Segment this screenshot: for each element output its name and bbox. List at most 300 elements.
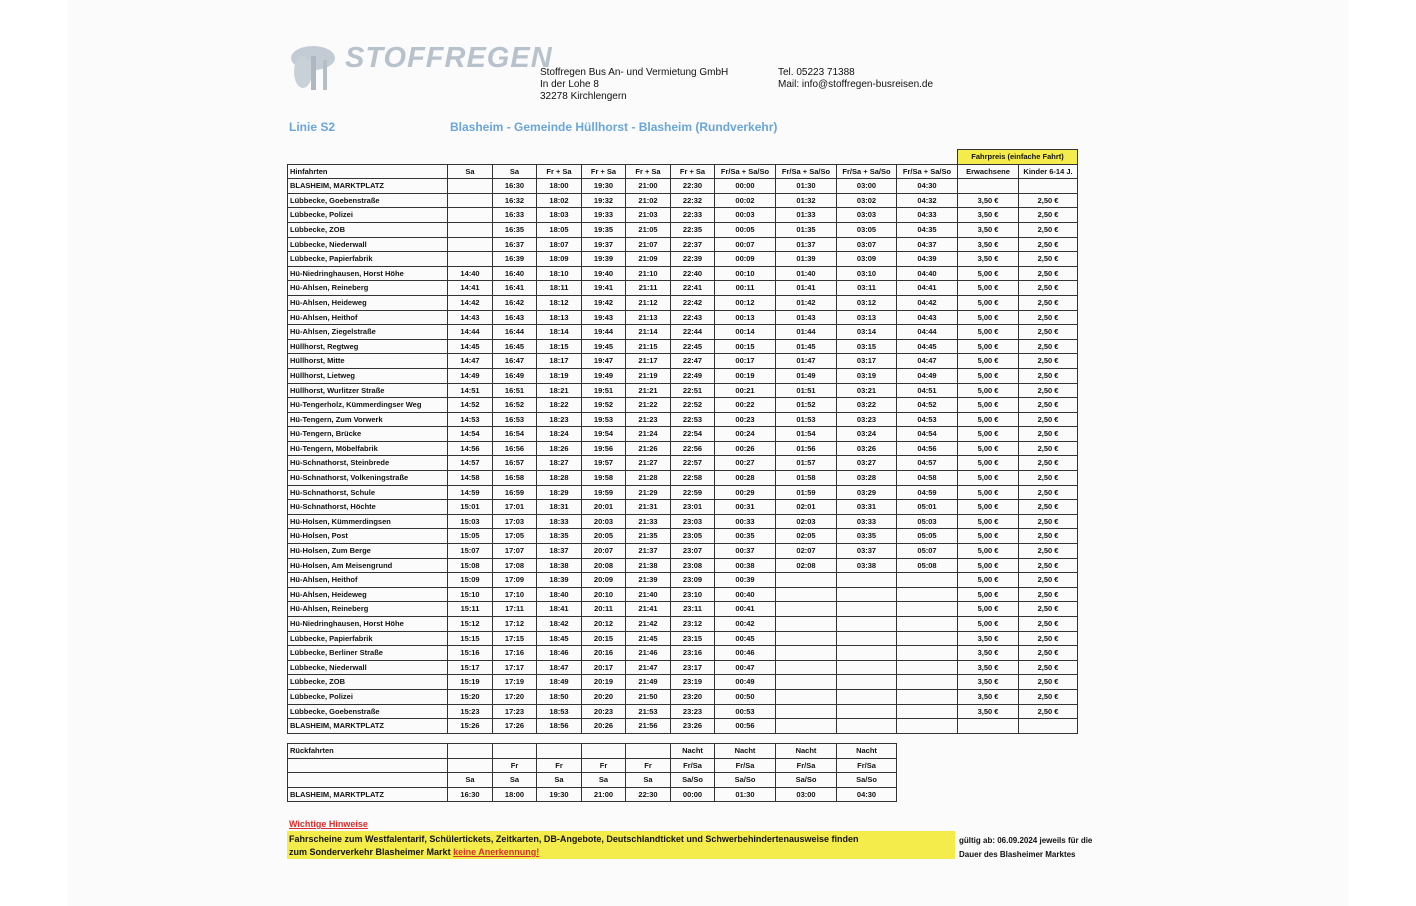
- table-cell: 19:56: [582, 441, 626, 456]
- stop-name: Hü-Niedringhausen, Horst Höhe: [288, 617, 448, 632]
- table-cell: [448, 222, 493, 237]
- column-header: Sa: [626, 773, 671, 788]
- table-cell: 16:43: [493, 310, 537, 325]
- table-cell: 17:15: [493, 631, 537, 646]
- table-cell: 23:16: [671, 646, 715, 661]
- stop-name: Lübbecke, Niederwall: [288, 237, 448, 252]
- table-cell: 18:33: [537, 514, 582, 529]
- table-row: [288, 719, 1078, 734]
- table-cell: 2,50 €: [1019, 558, 1078, 573]
- table-cell: 16:45: [493, 339, 537, 354]
- table-cell: 16:30: [448, 787, 493, 802]
- table-cell: 00:42: [715, 617, 776, 632]
- table-cell: 15:08: [448, 558, 493, 573]
- table-cell: 18:38: [537, 558, 582, 573]
- table-cell: 21:00: [626, 179, 671, 194]
- address-line: 32278 Kirchlengern: [540, 91, 627, 102]
- blank-cell: [493, 150, 537, 165]
- table-cell: 18:03: [537, 208, 582, 223]
- table-cell: 05:08: [897, 558, 958, 573]
- table-cell: 23:09: [671, 573, 715, 588]
- table-cell: 21:02: [626, 193, 671, 208]
- table-cell: 04:53: [897, 412, 958, 427]
- table-cell: 00:47: [715, 660, 776, 675]
- table-cell: 2,50 €: [1019, 514, 1078, 529]
- table-cell: 19:45: [582, 339, 626, 354]
- table-cell: 16:42: [493, 295, 537, 310]
- table-cell: [897, 689, 958, 704]
- table-cell: 01:35: [776, 222, 837, 237]
- stop-name: Lübbecke, ZOB: [288, 675, 448, 690]
- stop-name: Hü-Ahlsen, Reineberg: [288, 602, 448, 617]
- table-cell: 3,50 €: [958, 675, 1019, 690]
- table-cell: [837, 587, 897, 602]
- table-cell: 5,00 €: [958, 427, 1019, 442]
- table-cell: 04:45: [897, 339, 958, 354]
- table-cell: 19:53: [582, 412, 626, 427]
- table-cell: 2,50 €: [1019, 252, 1078, 267]
- table-cell: 2,50 €: [1019, 602, 1078, 617]
- table-cell: 16:41: [493, 281, 537, 296]
- table-cell: 00:00: [715, 179, 776, 194]
- table-cell: 20:19: [582, 675, 626, 690]
- column-header: Sa/So: [837, 773, 897, 788]
- stop-name: Hüllhorst, Lietweg: [288, 368, 448, 383]
- table-row: [288, 179, 1078, 194]
- table-cell: [837, 573, 897, 588]
- return-header-row: [288, 773, 897, 788]
- blank-cell: [897, 150, 958, 165]
- table-cell: [776, 631, 837, 646]
- validity-line-2: Dauer des Blasheimer Marktes: [959, 850, 1076, 859]
- table-cell: [776, 617, 837, 632]
- table-cell: 01:37: [776, 237, 837, 252]
- table-cell: 5,00 €: [958, 398, 1019, 413]
- table-cell: 23:07: [671, 544, 715, 559]
- table-row: [288, 295, 1078, 310]
- table-cell: 21:56: [626, 719, 671, 734]
- table-cell: 21:14: [626, 325, 671, 340]
- table-cell: 18:47: [537, 660, 582, 675]
- table-cell: 23:12: [671, 617, 715, 632]
- table-cell: 18:26: [537, 441, 582, 456]
- column-header: Hinfahrten: [288, 164, 448, 179]
- table-cell: 01:41: [776, 281, 837, 296]
- table-cell: 5,00 €: [958, 354, 1019, 369]
- table-cell: 00:56: [715, 719, 776, 734]
- table-cell: 15:05: [448, 529, 493, 544]
- table-cell: 04:41: [897, 281, 958, 296]
- table-row: [288, 193, 1078, 208]
- stop-name: Hüllhorst, Mitte: [288, 354, 448, 369]
- table-cell: 21:39: [626, 573, 671, 588]
- table-cell: 18:21: [537, 383, 582, 398]
- table-cell: 21:50: [626, 689, 671, 704]
- company-contact: [778, 67, 933, 91]
- table-cell: 16:30: [493, 179, 537, 194]
- column-header: Nacht: [715, 744, 776, 759]
- table-cell: 18:39: [537, 573, 582, 588]
- table-cell: 05:07: [897, 544, 958, 559]
- table-cell: 01:33: [776, 208, 837, 223]
- table-cell: 14:58: [448, 471, 493, 486]
- table-cell: 15:10: [448, 587, 493, 602]
- table-cell: 2,50 €: [1019, 427, 1078, 442]
- stop-name: Hü-Holsen, Post: [288, 529, 448, 544]
- table-cell: 01:52: [776, 398, 837, 413]
- table-cell: [837, 704, 897, 719]
- blank-cell: [448, 150, 493, 165]
- table-cell: [837, 719, 897, 734]
- table-cell: 00:29: [715, 485, 776, 500]
- table-row: [288, 441, 1078, 456]
- table-cell: [897, 719, 958, 734]
- table-cell: 16:35: [493, 222, 537, 237]
- table-cell: 23:08: [671, 558, 715, 573]
- table-cell: 22:47: [671, 354, 715, 369]
- stop-name: Lübbecke, Niederwall: [288, 660, 448, 675]
- table-cell: 15:19: [448, 675, 493, 690]
- table-cell: 00:09: [715, 252, 776, 267]
- table-cell: [776, 587, 837, 602]
- stop-name: Hü-Schnathorst, Volkeningstraße: [288, 471, 448, 486]
- table-cell: 04:35: [897, 222, 958, 237]
- table-cell: 00:12: [715, 295, 776, 310]
- table-cell: 5,00 €: [958, 471, 1019, 486]
- table-cell: 21:07: [626, 237, 671, 252]
- table-cell: 15:20: [448, 689, 493, 704]
- stop-name: Hü-Ahlsen, Heithof: [288, 573, 448, 588]
- table-cell: 5,00 €: [958, 368, 1019, 383]
- table-cell: 17:03: [493, 514, 537, 529]
- table-cell: 5,00 €: [958, 339, 1019, 354]
- table-cell: 3,50 €: [958, 689, 1019, 704]
- table-cell: 02:03: [776, 514, 837, 529]
- table-cell: 18:07: [537, 237, 582, 252]
- table-cell: 18:23: [537, 412, 582, 427]
- table-cell: [776, 719, 837, 734]
- table-cell: 16:40: [493, 266, 537, 281]
- table-cell: 5,00 €: [958, 602, 1019, 617]
- stop-name: Hü-Tengern, Möbelfabrik: [288, 441, 448, 456]
- table-row: [288, 266, 1078, 281]
- column-header: Fr/Sa: [837, 758, 897, 773]
- table-cell: 5,00 €: [958, 544, 1019, 559]
- table-cell: 3,50 €: [958, 646, 1019, 661]
- table-row: [288, 544, 1078, 559]
- table-cell: [837, 675, 897, 690]
- table-cell: 00:10: [715, 266, 776, 281]
- table-cell: 22:56: [671, 441, 715, 456]
- table-cell: 2,50 €: [1019, 544, 1078, 559]
- stop-name: Lübbecke, Goebenstraße: [288, 193, 448, 208]
- table-cell: 22:35: [671, 222, 715, 237]
- address-line: In der Lohe 8: [540, 79, 599, 90]
- stop-name: Hü-Schnathorst, Höchte: [288, 500, 448, 515]
- table-cell: 15:07: [448, 544, 493, 559]
- table-row: [288, 529, 1078, 544]
- table-cell: 22:32: [671, 193, 715, 208]
- table-cell: [776, 646, 837, 661]
- table-cell: 21:12: [626, 295, 671, 310]
- table-cell: 03:00: [837, 179, 897, 194]
- table-cell: 5,00 €: [958, 456, 1019, 471]
- column-header: Nacht: [837, 744, 897, 759]
- table-cell: 16:33: [493, 208, 537, 223]
- no-recognition-text: keine Anerkennung!: [453, 847, 540, 857]
- table-cell: 01:45: [776, 339, 837, 354]
- table-cell: 2,50 €: [1019, 617, 1078, 632]
- table-cell: 19:32: [582, 193, 626, 208]
- stop-name: Hüllhorst, Wurlitzer Straße: [288, 383, 448, 398]
- table-cell: [448, 179, 493, 194]
- table-cell: 03:33: [837, 514, 897, 529]
- table-cell: 03:28: [837, 471, 897, 486]
- table-cell: 23:11: [671, 602, 715, 617]
- table-cell: 18:15: [537, 339, 582, 354]
- table-cell: 2,50 €: [1019, 660, 1078, 675]
- table-cell: 03:07: [837, 237, 897, 252]
- column-header: Sa: [582, 773, 626, 788]
- table-cell: 23:17: [671, 660, 715, 675]
- stop-name: BLASHEIM, MARKTPLATZ: [288, 719, 448, 734]
- table-cell: 5,00 €: [958, 514, 1019, 529]
- email: Mail: info@stoffregen-busreisen.de: [778, 79, 934, 90]
- table-cell: 00:15: [715, 339, 776, 354]
- stop-name: Hü-Holsen, Kümmerdingsen: [288, 514, 448, 529]
- table-cell: [958, 719, 1019, 734]
- blank-cell: [537, 150, 582, 165]
- line-number: Linie S2: [289, 120, 336, 134]
- table-cell: 2,50 €: [1019, 339, 1078, 354]
- table-cell: 5,00 €: [958, 295, 1019, 310]
- table-cell: 00:39: [715, 573, 776, 588]
- table-cell: [897, 587, 958, 602]
- column-header: [626, 744, 671, 759]
- table-cell: 00:41: [715, 602, 776, 617]
- table-cell: 19:35: [582, 222, 626, 237]
- table-cell: 18:28: [537, 471, 582, 486]
- table-row: [288, 689, 1078, 704]
- table-cell: 3,50 €: [958, 208, 1019, 223]
- table-cell: 18:24: [537, 427, 582, 442]
- column-header: Fr: [537, 758, 582, 773]
- table-cell: 03:17: [837, 354, 897, 369]
- table-cell: 22:53: [671, 412, 715, 427]
- table-cell: 03:14: [837, 325, 897, 340]
- table-cell: 02:01: [776, 500, 837, 515]
- table-cell: 15:17: [448, 660, 493, 675]
- table-cell: 2,50 €: [1019, 689, 1078, 704]
- column-header: [537, 744, 582, 759]
- address-line: Stoffregen Bus An- und Vermietung GmbH: [540, 67, 729, 78]
- table-cell: 14:59: [448, 485, 493, 500]
- table-cell: [776, 573, 837, 588]
- table-cell: 14:44: [448, 325, 493, 340]
- table-cell: 04:56: [897, 441, 958, 456]
- table-cell: 04:30: [897, 179, 958, 194]
- table-cell: [448, 208, 493, 223]
- table-cell: 21:33: [626, 514, 671, 529]
- table-cell: 00:14: [715, 325, 776, 340]
- table-cell: 19:33: [582, 208, 626, 223]
- table-cell: 04:47: [897, 354, 958, 369]
- stop-name: Hü-Tengern, Zum Vorwerk: [288, 412, 448, 427]
- table-cell: 2,50 €: [1019, 646, 1078, 661]
- table-row: [288, 471, 1078, 486]
- table-cell: [897, 617, 958, 632]
- table-cell: 01:44: [776, 325, 837, 340]
- notes-line-2-text: zum Sonderverkehr Blasheimer Markt: [289, 847, 451, 857]
- table-cell: 21:47: [626, 660, 671, 675]
- table-cell: 01:57: [776, 456, 837, 471]
- table-cell: 17:12: [493, 617, 537, 632]
- table-row: [288, 587, 1078, 602]
- table-cell: [897, 602, 958, 617]
- blank-cell: [288, 150, 448, 165]
- table-cell: 20:07: [582, 544, 626, 559]
- table-row: [288, 368, 1078, 383]
- stop-name: BLASHEIM, MARKTPLATZ: [288, 179, 448, 194]
- table-cell: 14:54: [448, 427, 493, 442]
- table-cell: 19:49: [582, 368, 626, 383]
- table-cell: 16:32: [493, 193, 537, 208]
- table-cell: 20:08: [582, 558, 626, 573]
- table-cell: 2,50 €: [1019, 529, 1078, 544]
- column-header: Fr: [493, 758, 537, 773]
- table-row: [288, 237, 1078, 252]
- table-cell: 21:22: [626, 398, 671, 413]
- timetable-return: [287, 743, 897, 802]
- table-cell: 18:27: [537, 456, 582, 471]
- notes-line-1: Fahrscheine zum Westfalentarif, Schülertickets, Zeitkarten, DB-Angebote, Deutschlandticket und Schwerbehindertenausweise finden: [289, 834, 859, 844]
- table-cell: 14:41: [448, 281, 493, 296]
- table-cell: [897, 646, 958, 661]
- column-header: [288, 758, 448, 773]
- table-cell: 23:01: [671, 500, 715, 515]
- notes-line-2: [289, 847, 539, 857]
- table-cell: 01:30: [715, 787, 776, 802]
- table-cell: 16:47: [493, 354, 537, 369]
- table-cell: 03:23: [837, 412, 897, 427]
- table-cell: 00:27: [715, 456, 776, 471]
- table-cell: 21:37: [626, 544, 671, 559]
- company-logo: [289, 42, 553, 92]
- column-header: Fr/Sa + Sa/So: [776, 164, 837, 179]
- table-cell: 01:56: [776, 441, 837, 456]
- table-cell: 21:11: [626, 281, 671, 296]
- table-cell: 18:56: [537, 719, 582, 734]
- table-cell: 03:24: [837, 427, 897, 442]
- table-cell: 03:27: [837, 456, 897, 471]
- table-cell: 01:30: [776, 179, 837, 194]
- stop-name: Hü-Holsen, Am Meisengrund: [288, 558, 448, 573]
- table-row: [288, 310, 1078, 325]
- table-row: [288, 573, 1078, 588]
- table-cell: 5,00 €: [958, 383, 1019, 398]
- header-row: [288, 164, 1078, 179]
- table-cell: 2,50 €: [1019, 412, 1078, 427]
- table-cell: 03:29: [837, 485, 897, 500]
- table-cell: 00:53: [715, 704, 776, 719]
- table-cell: 2,50 €: [1019, 193, 1078, 208]
- table-cell: 03:15: [837, 339, 897, 354]
- table-cell: 2,50 €: [1019, 310, 1078, 325]
- table-cell: 20:10: [582, 587, 626, 602]
- table-cell: 20:23: [582, 704, 626, 719]
- table-cell: 18:41: [537, 602, 582, 617]
- table-cell: 01:51: [776, 383, 837, 398]
- table-cell: 5,00 €: [958, 617, 1019, 632]
- table-row: [288, 281, 1078, 296]
- table-cell: 5,00 €: [958, 266, 1019, 281]
- table-row: [288, 456, 1078, 471]
- table-cell: 23:05: [671, 529, 715, 544]
- table-cell: 17:07: [493, 544, 537, 559]
- table-cell: 2,50 €: [1019, 587, 1078, 602]
- blank-cell: [715, 150, 776, 165]
- column-header: Fr + Sa: [582, 164, 626, 179]
- table-cell: 2,50 €: [1019, 704, 1078, 719]
- table-cell: 18:12: [537, 295, 582, 310]
- table-cell: 20:05: [582, 529, 626, 544]
- table-cell: 2,50 €: [1019, 398, 1078, 413]
- table-cell: 21:23: [626, 412, 671, 427]
- stop-name: Lübbecke, Polizei: [288, 689, 448, 704]
- table-cell: 01:39: [776, 252, 837, 267]
- table-cell: 17:23: [493, 704, 537, 719]
- column-header: Nacht: [776, 744, 837, 759]
- table-cell: 15:03: [448, 514, 493, 529]
- table-cell: [837, 602, 897, 617]
- table-cell: 20:20: [582, 689, 626, 704]
- table-cell: 18:46: [537, 646, 582, 661]
- table-cell: 00:00: [671, 787, 715, 802]
- table-cell: 17:05: [493, 529, 537, 544]
- table-cell: [776, 602, 837, 617]
- table-cell: 14:45: [448, 339, 493, 354]
- table-cell: 03:31: [837, 500, 897, 515]
- column-header: Sa/So: [776, 773, 837, 788]
- table-cell: 00:40: [715, 587, 776, 602]
- table-cell: [776, 675, 837, 690]
- table-cell: 05:03: [897, 514, 958, 529]
- table-cell: 22:42: [671, 295, 715, 310]
- table-cell: 21:03: [626, 208, 671, 223]
- table-cell: 3,50 €: [958, 660, 1019, 675]
- table-cell: 18:00: [537, 179, 582, 194]
- column-header: Sa: [493, 164, 537, 179]
- table-cell: 19:43: [582, 310, 626, 325]
- table-row: [288, 602, 1078, 617]
- table-cell: 02:05: [776, 529, 837, 544]
- table-cell: 18:10: [537, 266, 582, 281]
- blank-cell: [837, 150, 897, 165]
- table-cell: 21:38: [626, 558, 671, 573]
- table-cell: 16:49: [493, 368, 537, 383]
- table-cell: 21:05: [626, 222, 671, 237]
- table-cell: 23:20: [671, 689, 715, 704]
- table-cell: 15:23: [448, 704, 493, 719]
- table-cell: 3,50 €: [958, 252, 1019, 267]
- table-cell: 18:14: [537, 325, 582, 340]
- table-cell: [837, 617, 897, 632]
- table-cell: [958, 179, 1019, 194]
- table-cell: 21:41: [626, 602, 671, 617]
- table-cell: 19:58: [582, 471, 626, 486]
- table-cell: 04:40: [897, 266, 958, 281]
- table-cell: 5,00 €: [958, 587, 1019, 602]
